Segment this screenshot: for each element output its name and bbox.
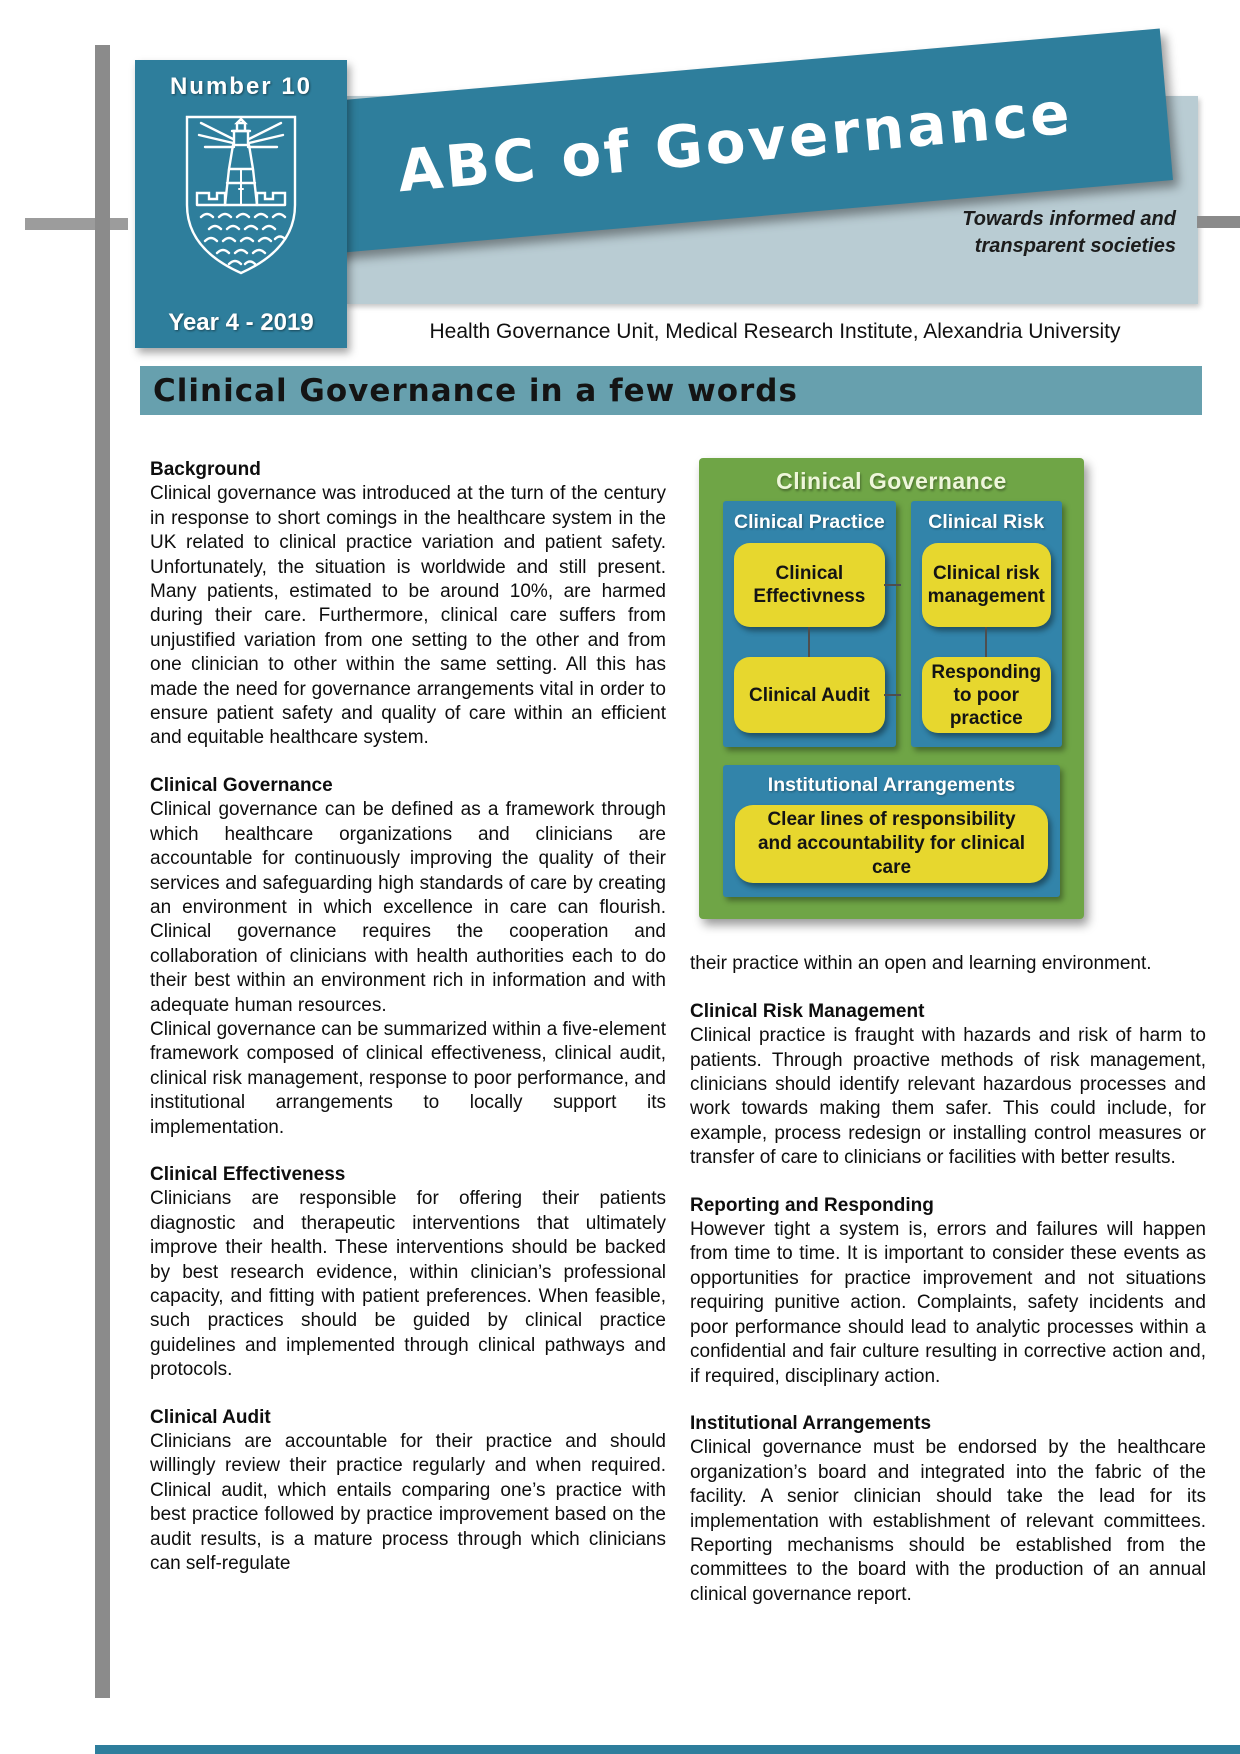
section-background — [150, 458, 666, 751]
diagram-box-clinical-effectivness: Clinical Effectivness — [734, 543, 885, 627]
issue-number: Number 10 — [169, 73, 313, 100]
section-paragraph: However tight a system is, errors and failures will happen from time to time. It is important to consider these events as opportunities for practice improvement and not situations requiring punitive action. Complaints, safety incidents and poor performance should lead to analytic processes within a confidential and fair culture resulting in corrective action and, if required, disciplinary action. — [690, 1219, 1206, 1387]
affiliation-line: Health Governance Unit, Medical Research Institute, Alexandria University — [429, 320, 1121, 343]
section-paragraph: Clinical practice is fraught with hazards and risk of harm to patients. Through proactive methods of risk management, clinicians should identify relevant hazardous processes and work towards making them safer. This could include, for example, process redesign or installing control measures or transfer of care to clinicians or facilities with better results. — [690, 1025, 1206, 1169]
section-paragraph: Clinical governance was introduced at the turn of the century in response to short comings in the healthcare system in the UK related to clinical practice variation and patient safety. Unfortunately, the situation is worldwide and still present. Many patients, estimated to be around 10%, are harmed during their care. Furthermore, clinical care suffers from unjustified variation from one setting to the other and from one clinician to other within the same setting. All this has made the need for governance arrangements vital in order to ensure patient safety and quality of care within an efficient and equitable healthcare system. — [150, 483, 666, 749]
section-heading: Clinical Risk Management — [690, 1000, 925, 1022]
panel-institutional-arrangements — [723, 765, 1060, 897]
connector-gap — [734, 627, 885, 657]
left-column — [150, 458, 666, 1607]
connector-line — [985, 627, 987, 657]
article-title: Clinical Governance in a few words — [153, 373, 798, 409]
section-paragraph: Clinicians are responsible for offering their patients diagnostic and therapeutic interventions that ultimately improve their health. These interventions should be backed by best research evidence, within clinician’s professional capacity, and fitting with patient preferences. When feasible, such practices should be guided by clinical practice guidelines and implemented through clinical pathways and protocols. — [150, 1188, 666, 1381]
section-paragraph: Clinical governance must be endorsed by the healthcare organization’s board and integrated into the fabric of the facility. A senior clinician should take the lead for its implementation with establishment of relevant committees. Reporting mechanisms should be established from the committees to the board with the production of an annual clinical governance report. — [690, 1437, 1206, 1605]
left-crop-mark-rule — [25, 218, 128, 230]
connector-line — [884, 584, 901, 586]
continuation-paragraph: their practice within an open and learning environment. — [690, 953, 1152, 975]
section-heading: Clinical Governance — [150, 774, 333, 796]
section-clinical-risk-management — [690, 1000, 1206, 1171]
panel-title: Institutional Arrangements — [767, 774, 1016, 797]
connector-gap — [922, 627, 1051, 657]
vertical-margin-rule — [95, 45, 110, 1698]
article-title-bar — [140, 366, 1202, 415]
lighthouse-emblem-icon — [179, 109, 303, 281]
section-paragraph: Clinicians are accountable for their practice and should willingly review their practice regularly and when required. Clinical audit, which entails comparing one’s practice with best practice followed by practice improvement based on the audit results, is a mature process through which clinicians can self-regulate — [150, 1431, 666, 1575]
section-clinical-governance — [150, 774, 666, 1140]
panel-clinical-practice — [723, 501, 896, 747]
tagline-line2: transparent societies — [974, 235, 1176, 257]
section-clinical-effectiveness — [150, 1163, 666, 1383]
section-reporting-and-responding — [690, 1194, 1206, 1389]
section-paragraph: Clinical governance can be summarized within a five-element framework composed of clinical effectiveness, clinical audit, clinical risk management, response to poor performance, and institutional arrangements to locally support its implementation. — [150, 1018, 666, 1138]
connector-line — [808, 627, 810, 657]
section-institutional-arrangements — [690, 1412, 1206, 1607]
masthead-box — [135, 60, 347, 348]
diagram-title: Clinical Governance — [776, 468, 1007, 494]
diagram-box-clear-lines: Clear lines of responsibility and accountability for clinical care — [735, 805, 1048, 883]
section-heading: Institutional Arrangements — [690, 1412, 932, 1434]
clinical-governance-diagram — [699, 458, 1084, 919]
diagram-box-risk-management: Clinical risk management — [922, 543, 1051, 627]
connector-line — [884, 694, 901, 696]
tagline-line1: Towards informed and — [962, 208, 1176, 230]
section-heading: Reporting and Responding — [690, 1194, 934, 1216]
panel-title: Clinical Risk — [928, 511, 1045, 534]
year-label: Year 4 - 2019 — [168, 309, 314, 336]
right-crop-mark-rule — [1197, 216, 1240, 228]
section-heading: Clinical Audit — [150, 1406, 271, 1428]
tagline — [900, 206, 1176, 260]
right-column — [690, 458, 1206, 1607]
section-heading: Background — [150, 459, 261, 480]
diagram-grid — [699, 501, 1084, 747]
panel-title: Clinical Practice — [734, 511, 885, 534]
diagram-box-clinical-audit: Clinical Audit — [734, 657, 885, 733]
article-body — [150, 458, 1206, 1607]
panel-clinical-risk — [911, 501, 1062, 747]
footer-rule — [95, 1745, 1240, 1754]
banner-title: ABC of Governance — [394, 78, 1076, 206]
diagram-box-responding-poor-practice: Responding to poor practice — [922, 657, 1051, 733]
section-paragraph: Clinical governance can be defined as a framework through which healthcare organizations and clinicians are accountable for continuously improving the quality of their services and safeguarding high standards of care by creating an environment in which excellence in care can flourish. Clinical governance requires the cooperation and collaboration of clinicians with health authorities each to do their best within an environment rich in information and with adequate human resources. — [150, 799, 666, 1016]
section-heading: Clinical Effectiveness — [150, 1163, 346, 1185]
section-clinical-audit — [150, 1406, 666, 1577]
